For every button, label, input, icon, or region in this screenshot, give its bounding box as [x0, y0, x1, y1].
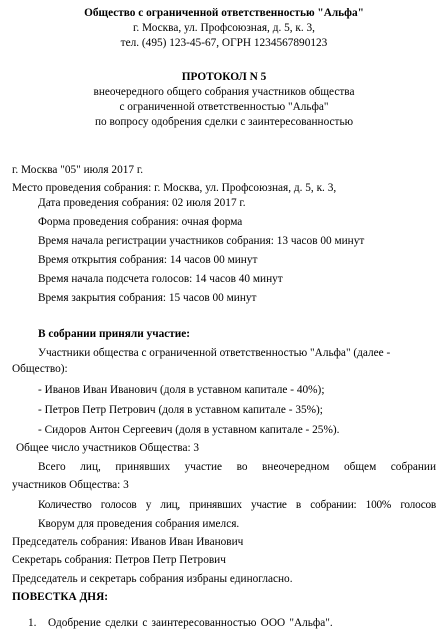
- votes-count: Количество голосов у лиц, принявших участие в собрании: 100% голосов: [38, 499, 436, 511]
- org-address: г. Москва, ул. Профсоюзная, д. 5, к. 3,: [132, 22, 316, 34]
- org-contacts: тел. (495) 123-45-67, ОГРН 1234567890123: [120, 37, 328, 49]
- member-item: - Сидоров Антон Сергеевич (доля в уставном капитале - 25%).: [38, 424, 340, 436]
- meeting-place: Место проведения собрания: г. Москва, ул. Профсоюзная, д. 5, к. 3,: [12, 182, 337, 194]
- title-line-2: с ограниченной ответственностью "Альфа": [119, 101, 329, 113]
- participants-intro-2: Общество):: [12, 363, 68, 375]
- attended-line-2: участников Общества: 3: [12, 479, 129, 491]
- title-line-3: по вопросу одобрения сделки с заинтересованностью: [94, 116, 354, 128]
- title-line-1: внеочередного общего собрания участников общества: [93, 86, 355, 98]
- member-item: - Иванов Иван Иванович (доля в уставном капитале - 40%);: [38, 384, 325, 396]
- chairman: Председатель собрания: Иванов Иван Иванович: [12, 536, 244, 548]
- member-item: - Петров Петр Петрович (доля в уставном капитале - 35%);: [38, 404, 323, 416]
- election-result: Председатель и секретарь собрания избраны единогласно.: [12, 573, 293, 585]
- secretary: Секретарь собрания: Петров Петр Петрович: [12, 554, 226, 566]
- attended-line-1: Всего лиц, принявших участие во внеочередном общем собрании: [38, 461, 436, 473]
- meeting-form: Форма проведения собрания: очная форма: [38, 216, 243, 228]
- agenda-heading: ПОВЕСТКА ДНЯ:: [12, 591, 108, 603]
- vote-count-start: Время начала подсчета голосов: 14 часов 40 минут: [38, 273, 283, 285]
- meeting-date: Дата проведения собрания: 02 июля 2017 г.: [38, 197, 246, 209]
- city-date: г. Москва "05" июля 2017 г.: [12, 164, 144, 176]
- agenda-item-number: 1.: [28, 617, 37, 629]
- org-name: Общество с ограниченной ответственностью "Альфа": [84, 7, 364, 19]
- participants-heading: В собрании приняли участие:: [38, 328, 191, 340]
- opening-time: Время открытия собрания: 14 часов 00 минут: [38, 254, 258, 266]
- protocol-title: ПРОТОКОЛ N 5: [181, 71, 267, 83]
- agenda-item-text: Одобрение сделки с заинтересованностью ООО "Альфа".: [48, 617, 333, 629]
- total-members: Общее число участников Общества: 3: [16, 442, 200, 454]
- closing-time: Время закрытия собрания: 15 часов 00 минут: [38, 292, 257, 304]
- quorum-status: Кворум для проведения собрания имелся.: [38, 518, 240, 530]
- registration-start: Время начала регистрации участников собрания: 13 часов 00 минут: [38, 235, 365, 247]
- participants-intro-1: Участники общества с ограниченной ответственностью "Альфа" (далее -: [38, 347, 391, 359]
